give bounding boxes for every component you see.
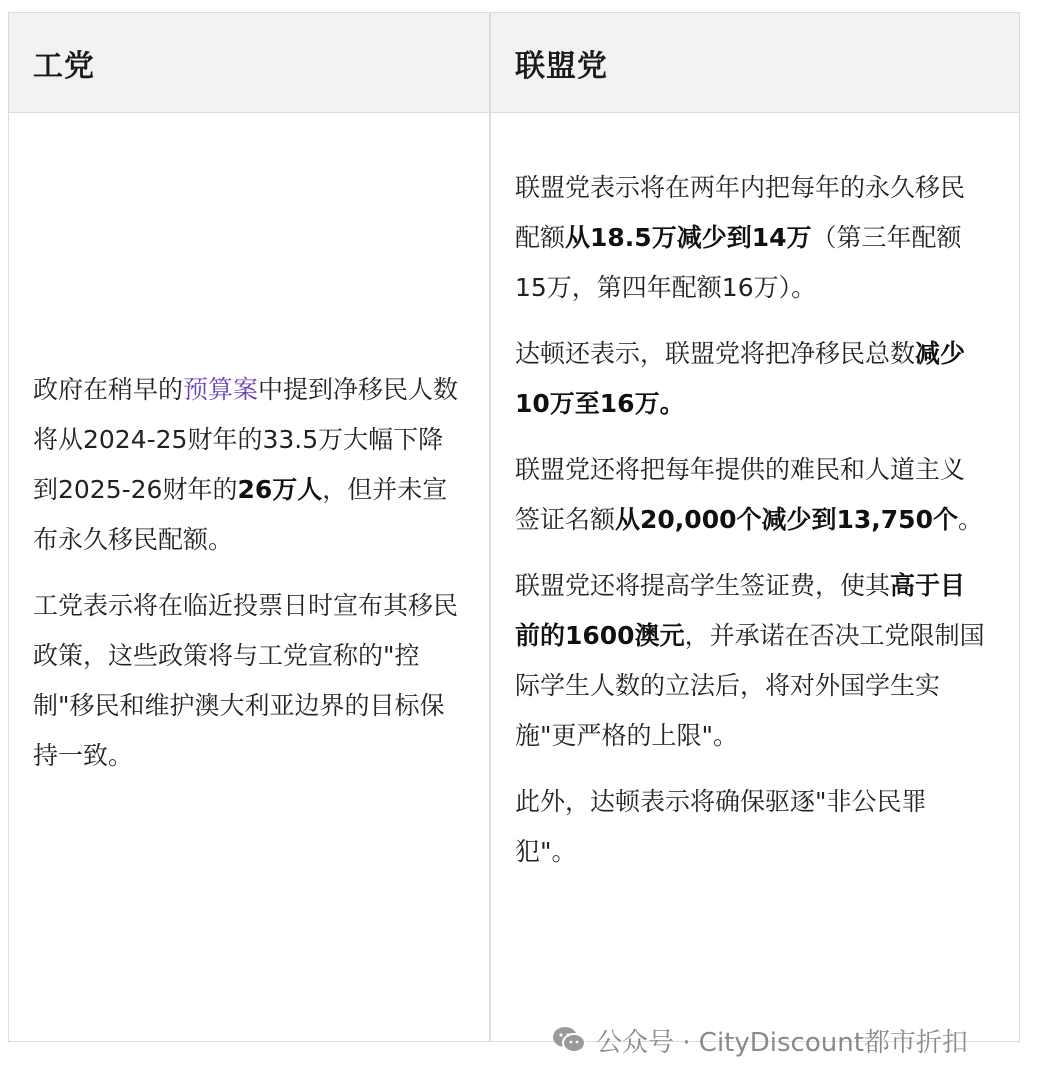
labor-paragraph-1: [33, 365, 463, 565]
coalition-p2-text: 达顿还表示，联盟党将把净移民总数: [515, 339, 916, 368]
table-header: [9, 13, 1019, 113]
coalition-paragraph-3: [515, 445, 985, 545]
coalition-p3-text: 联盟党还将把每年提供的难民和人道主义签证名额: [515, 455, 966, 534]
coalition-paragraph-1: [515, 163, 985, 313]
coalition-p2-bold: 减少10万至16万。: [515, 339, 966, 418]
coalition-paragraph-2: [515, 329, 985, 429]
labor-p1-post: ，但并未宣布永久移民配额。: [33, 475, 448, 554]
watermark: [552, 1022, 968, 1058]
labor-paragraph-2: 工党表示将在临近投票日时宣布其移民政策，这些政策将与工党宣称的"控制"移民和维护澳大利亚边界的目标保持一致。: [33, 591, 459, 770]
coalition-paragraph-5: 此外，达顿表示将确保驱逐"非公民罪犯"。: [515, 787, 927, 866]
labor-cell: [33, 365, 463, 781]
wechat-icon: [552, 1026, 586, 1054]
coalition-p3-bold: 从20,000个减少到13,750个: [615, 505, 958, 534]
labor-p1-text: 政府在稍早的: [33, 375, 184, 404]
budget-link[interactable]: 预算案: [183, 375, 259, 404]
coalition-p3-post: 。: [957, 505, 983, 534]
coalition-p4-post: ，并承诺在否决工党限制国际学生人数的立法后，将对外国学生实施"更严格的上限"。: [515, 621, 985, 750]
coalition-p1-post: （第三年配额15万，第四年配额16万）。: [515, 223, 962, 302]
coalition-p4-bold: 高于目前的1600澳元: [515, 571, 966, 650]
comparison-table: [8, 12, 1020, 1042]
column-divider: [489, 13, 491, 1041]
coalition-p4-text: 联盟党还将提高学生签证费，使其: [515, 571, 891, 600]
coalition-p1-text: 联盟党表示将在两年内把每年的永久移民配额: [515, 173, 966, 252]
header-coalition: 联盟党: [515, 49, 608, 84]
labor-p1-bold: 26万人: [237, 475, 323, 504]
coalition-p1-bold: 从18.5万减少到14万: [565, 223, 812, 252]
watermark-text: 公众号 · CityDiscount都市折扣: [596, 1027, 968, 1058]
coalition-paragraph-4: [515, 561, 985, 761]
header-labor: 工党: [33, 49, 95, 84]
labor-p1-mid: 中提到净移民人数将从2024-25财年的33.5万大幅下降到2025-26财年的: [33, 375, 459, 504]
coalition-cell: [515, 163, 985, 877]
